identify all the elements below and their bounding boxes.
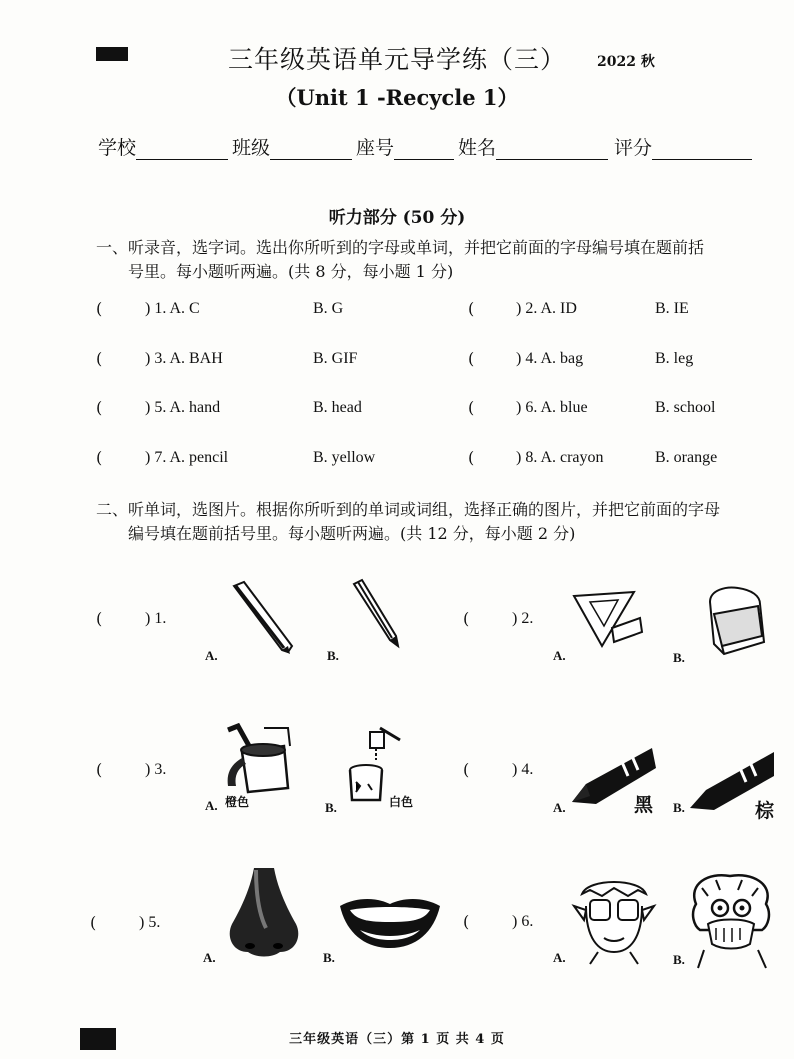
p2-q4-a-label: A. xyxy=(553,800,566,815)
q3-stem: ) 3. A. BAH xyxy=(145,350,223,367)
answer-paren[interactable]: ( xyxy=(463,760,470,779)
p2-q5-stem: ) 5. xyxy=(139,914,161,931)
answer-paren[interactable]: ( xyxy=(468,349,475,368)
answer-paren[interactable]: ( xyxy=(96,760,103,779)
class-blank[interactable] xyxy=(270,139,352,160)
q1-option-b: B. G xyxy=(313,300,344,317)
p2-q2-stem: ) 2. xyxy=(512,610,534,627)
p2-q6-a-label: A. xyxy=(553,950,566,965)
answer-paren[interactable]: ( xyxy=(468,299,475,318)
seat-blank[interactable] xyxy=(394,139,454,160)
answer-paren[interactable]: ( xyxy=(90,913,97,932)
answer-paren[interactable]: ( xyxy=(96,398,103,417)
p2-q3-b-label: B. xyxy=(325,800,337,815)
p2-q5-a-label: A. xyxy=(203,950,216,965)
class-label: 班级 xyxy=(232,137,271,159)
p2-q3-stem: ) 3. xyxy=(145,761,167,778)
answer-paren[interactable]: ( xyxy=(463,912,470,931)
p2-q3-a-label: A. xyxy=(205,798,218,813)
q2-option-b: B. IE xyxy=(655,300,689,317)
q5-option-b: B. head xyxy=(313,399,362,416)
q4-option-b: B. leg xyxy=(655,350,694,367)
part1-instruction-line1: 一、听录音，选字词。选出你所听到的字母或单词，并把它前面的字母编号填在题前括 xyxy=(96,238,705,257)
q2-stem: ) 2. A. ID xyxy=(516,300,577,317)
info-class xyxy=(232,133,352,160)
answer-paren[interactable]: ( xyxy=(96,609,103,628)
p2-q4-a-text: 黑 xyxy=(634,794,654,816)
p2-q3-b-text: 白色 xyxy=(389,795,414,809)
p2-q4-b-text: 棕 xyxy=(755,800,775,822)
part1-instruction-line2: 号里。每小题听两遍。(共 8 分，每小题 1 分) xyxy=(128,262,454,281)
q7-option-b: B. yellow xyxy=(313,449,376,466)
q3-option-b: B. GIF xyxy=(313,350,358,367)
answer-paren[interactable]: ( xyxy=(96,299,103,318)
year-tag: 2022 秋 xyxy=(597,54,655,70)
info-name xyxy=(458,133,608,160)
q5-stem: ) 5. A. hand xyxy=(145,399,221,416)
answer-paren[interactable]: ( xyxy=(468,398,475,417)
cover-eyes-icon[interactable] xyxy=(568,876,660,964)
p2-q2-b-label: B. xyxy=(673,650,685,665)
pen-icon[interactable] xyxy=(230,580,300,655)
pencil-icon[interactable] xyxy=(352,580,404,650)
p2-q1-b-label: B. xyxy=(327,648,339,663)
answer-paren[interactable]: ( xyxy=(96,349,103,368)
nose-icon[interactable] xyxy=(226,866,302,958)
seat-label: 座号 xyxy=(356,137,395,159)
name-blank[interactable] xyxy=(496,139,608,160)
mouth-icon[interactable] xyxy=(338,896,442,950)
score-blank[interactable] xyxy=(652,139,752,160)
p2-q6-b-label: B. xyxy=(673,952,685,967)
info-seat xyxy=(356,133,454,160)
part2-instruction-line2: 编号填在题前括号里。每小题听两遍。(共 12 分，每小题 2 分) xyxy=(128,524,576,543)
p2-q4-b-label: B. xyxy=(673,800,685,815)
p2-q1-stem: ) 1. xyxy=(145,610,167,627)
ruler-icon[interactable] xyxy=(572,588,644,650)
p2-q5-b-label: B. xyxy=(323,950,335,965)
answer-paren[interactable]: ( xyxy=(96,448,103,467)
q1-stem: ) 1. A. C xyxy=(145,300,200,317)
p2-q3-a-text: 橙色 xyxy=(225,795,250,809)
cover-mouth-icon[interactable] xyxy=(688,874,774,968)
q6-stem: ) 6. A. blue xyxy=(516,399,588,416)
page-title: 三年级英语单元导学练（三） xyxy=(227,45,566,74)
q7-stem: ) 7. A. pencil xyxy=(145,449,229,466)
answer-paren[interactable]: ( xyxy=(468,448,475,467)
school-label: 学校 xyxy=(98,137,137,159)
p2-q4-stem: ) 4. xyxy=(512,761,534,778)
q4-stem: ) 4. A. bag xyxy=(516,350,584,367)
score-label: 评分 xyxy=(614,137,653,159)
part2-instruction-line1: 二、听单词，选图片。根据你所听到的单词或词组，选择正确的图片，并把它前面的字母 xyxy=(96,500,721,519)
info-school xyxy=(98,133,228,160)
q8-option-b: B. orange xyxy=(655,449,718,466)
p2-q2-a-label: A. xyxy=(553,648,566,663)
answer-paren[interactable]: ( xyxy=(463,609,470,628)
paint-bucket-icon[interactable] xyxy=(218,724,294,794)
info-score xyxy=(614,133,752,160)
page-subtitle: （Unit 1 -Recycle 1） xyxy=(275,85,519,110)
q8-stem: ) 8. A. crayon xyxy=(516,449,604,466)
p2-q1-a-label: A. xyxy=(205,648,218,663)
name-label: 姓名 xyxy=(458,137,497,159)
school-blank[interactable] xyxy=(136,139,228,160)
section-title: 听力部分 (50 分) xyxy=(328,208,466,228)
eraser-icon[interactable] xyxy=(704,584,770,656)
p2-q6-stem: ) 6. xyxy=(512,913,534,930)
q6-option-b: B. school xyxy=(655,399,716,416)
page-footer: 三年级英语（三）第 1 页 共 4 页 xyxy=(289,1032,505,1047)
